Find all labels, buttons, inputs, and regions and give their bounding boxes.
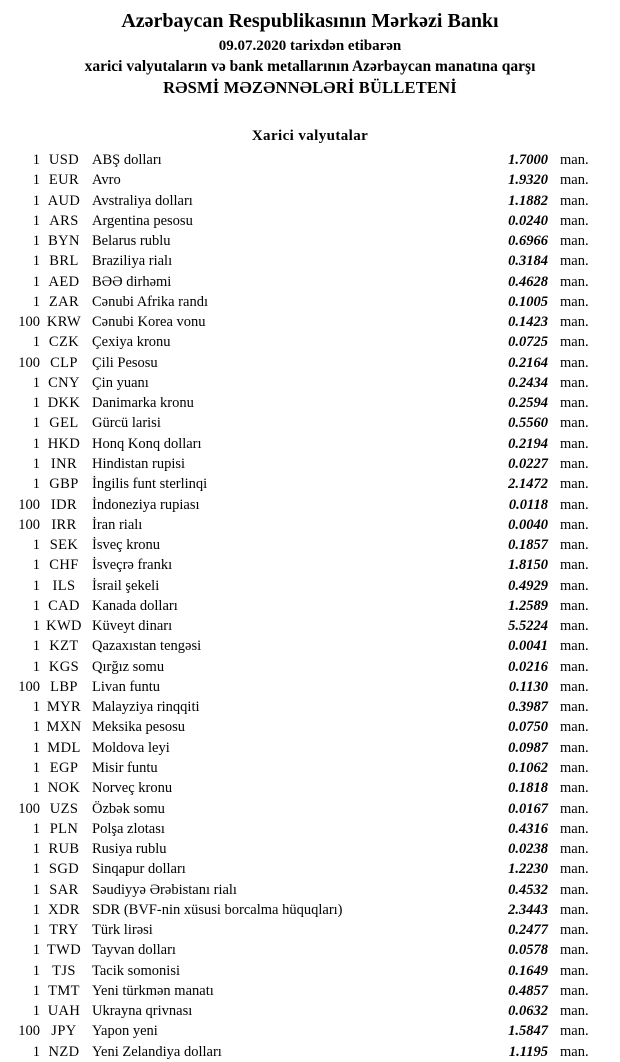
currency-unit: man. <box>560 354 589 371</box>
currency-code: KRW <box>46 314 82 331</box>
currency-rate: 1.9320 <box>508 172 548 189</box>
currency-quantity: 1 <box>32 192 40 209</box>
currency-quantity: 1 <box>32 395 40 412</box>
currency-unit: man. <box>560 233 589 250</box>
currency-unit: man. <box>560 658 589 675</box>
currency-rate: 0.1649 <box>508 962 548 979</box>
bulletin-header <box>0 0 620 99</box>
currency-quantity: 1 <box>32 1003 40 1020</box>
currency-code: UZS <box>49 800 79 817</box>
currency-name: İsveç kronu <box>92 537 161 554</box>
currency-quantity: 1 <box>32 273 40 290</box>
currency-code: ARS <box>49 212 79 229</box>
bank-title: Azərbaycan Respublikasının Mərkəzi Bankı <box>121 10 499 32</box>
currency-code: TJS <box>52 962 76 979</box>
currency-rate: 0.6966 <box>508 233 548 250</box>
table-row <box>0 495 620 515</box>
currency-code: RUB <box>48 841 80 858</box>
currency-name: Hindistan rupisi <box>92 455 186 472</box>
currency-quantity: 1 <box>32 253 40 270</box>
currency-rate: 0.2164 <box>508 354 548 371</box>
currency-rate: 0.4316 <box>508 820 548 837</box>
table-row <box>0 940 620 960</box>
currency-rate: 0.1130 <box>508 678 548 695</box>
table-row <box>0 596 620 616</box>
currency-name: Qırğız somu <box>92 658 165 675</box>
currency-quantity: 1 <box>32 841 40 858</box>
table-row <box>0 636 620 656</box>
currency-quantity: 100 <box>18 516 40 533</box>
currency-code: LBP <box>50 678 78 695</box>
currency-rate: 0.0750 <box>508 719 548 736</box>
currency-code: USD <box>48 152 80 168</box>
currency-quantity: 1 <box>32 435 40 452</box>
currency-rate: 0.3987 <box>508 699 548 716</box>
currency-code: HKD <box>47 435 81 452</box>
table-row <box>0 191 620 211</box>
currency-quantity: 100 <box>18 678 40 695</box>
currency-unit: man. <box>560 496 589 513</box>
currency-code: GEL <box>49 415 79 432</box>
currency-unit: man. <box>560 374 589 391</box>
currency-quantity: 1 <box>32 577 40 594</box>
currency-code: BYN <box>48 233 80 250</box>
currency-unit: man. <box>560 314 589 331</box>
table-row <box>0 474 620 494</box>
currency-unit: man. <box>560 901 589 918</box>
currency-rate: 0.5560 <box>508 415 548 432</box>
currency-unit: man. <box>560 537 589 554</box>
currency-code: TMT <box>48 982 80 999</box>
currency-name: Yeni türkmən manatı <box>92 982 214 999</box>
currency-code: ILS <box>52 577 76 594</box>
currency-quantity: 1 <box>32 1043 40 1060</box>
currency-rate: 0.4628 <box>508 273 548 290</box>
currency-code: KGS <box>48 658 80 675</box>
currency-unit: man. <box>560 152 589 168</box>
currency-code: MXN <box>46 719 82 736</box>
currency-quantity: 1 <box>32 293 40 310</box>
currency-quantity: 100 <box>18 354 40 371</box>
currency-unit: man. <box>560 557 589 574</box>
table-row <box>0 616 620 636</box>
table-row <box>0 1001 620 1021</box>
currency-unit: man. <box>560 719 589 736</box>
table-row <box>0 859 620 879</box>
currency-unit: man. <box>560 334 589 351</box>
currency-quantity: 1 <box>32 982 40 999</box>
currency-unit: man. <box>560 922 589 939</box>
currency-name: Braziliya rialı <box>92 253 173 270</box>
currency-name: Danimarka kronu <box>92 395 194 412</box>
table-row <box>0 880 620 900</box>
currency-quantity: 1 <box>32 334 40 351</box>
currency-quantity: 100 <box>18 314 40 331</box>
currency-quantity: 1 <box>32 638 40 655</box>
table-row <box>0 413 620 433</box>
currency-unit: man. <box>560 273 589 290</box>
currency-unit: man. <box>560 780 589 797</box>
currency-name: SDR (BVF-nin xüsusi borcalma hüquqları) <box>92 901 343 918</box>
currency-quantity: 100 <box>18 1023 40 1040</box>
currency-unit: man. <box>560 253 589 270</box>
bulletin-title: RƏSMİ MƏZƏNNƏLƏRİ BÜLLETENİ <box>163 78 457 97</box>
currency-quantity: 1 <box>32 820 40 837</box>
currency-unit: man. <box>560 759 589 776</box>
table-row <box>0 981 620 1001</box>
currency-unit: man. <box>560 881 589 898</box>
currency-name: Moldova leyi <box>92 739 170 756</box>
currency-unit: man. <box>560 638 589 655</box>
currency-unit: man. <box>560 982 589 999</box>
currency-rate: 0.0118 <box>508 496 548 513</box>
currency-code: EUR <box>48 172 80 189</box>
currency-name: Çexiya kronu <box>92 334 171 351</box>
currency-rate: 1.8150 <box>508 557 548 574</box>
currency-code: NOK <box>47 780 81 797</box>
currency-rate: 0.1423 <box>508 314 548 331</box>
currency-quantity: 1 <box>32 172 40 189</box>
currency-name: BƏƏ dirhəmi <box>92 273 172 290</box>
currency-code: PLN <box>49 820 79 837</box>
bulletin-scope: xarici valyutaların və bank metallarının Azərbaycan manatına qarşı <box>84 58 536 75</box>
currency-code: BRL <box>49 253 79 270</box>
currency-name: Livan funtu <box>92 678 161 695</box>
currency-rate: 1.7000 <box>508 152 548 168</box>
table-row <box>0 677 620 697</box>
table-row <box>0 434 620 454</box>
currency-name: Belarus rublu <box>92 233 171 250</box>
table-row <box>0 778 620 798</box>
currency-quantity: 1 <box>32 962 40 979</box>
currency-code: MYR <box>46 699 82 716</box>
currency-rate: 0.1818 <box>508 780 548 797</box>
currency-unit: man. <box>560 942 589 959</box>
table-row <box>0 292 620 312</box>
currency-name: Yapon yeni <box>92 1023 158 1040</box>
currency-unit: man. <box>560 435 589 452</box>
currency-quantity: 1 <box>32 597 40 614</box>
table-row <box>0 373 620 393</box>
effective-date: 09.07.2020 tarixdən etibarən <box>218 38 402 54</box>
currency-rate: 0.0578 <box>508 942 548 959</box>
currency-name: Kanada dolları <box>92 597 178 614</box>
currency-code: NZD <box>48 1043 80 1060</box>
currency-rate: 0.1005 <box>508 293 548 310</box>
currency-code: IRR <box>51 516 77 533</box>
currency-name: İsrail şekeli <box>92 577 160 594</box>
currency-unit: man. <box>560 800 589 817</box>
currency-quantity: 1 <box>32 618 40 635</box>
currency-code: CAD <box>48 597 80 614</box>
currency-rate: 0.2477 <box>508 922 548 939</box>
currency-rate: 1.2230 <box>508 861 548 878</box>
currency-unit: man. <box>560 476 589 493</box>
currency-name: Norveç kronu <box>92 780 173 797</box>
currency-rate: 0.0632 <box>508 1003 548 1020</box>
currency-code: CLP <box>50 354 78 371</box>
table-row <box>0 576 620 596</box>
currency-rate: 0.2594 <box>508 395 548 412</box>
currency-rate: 0.0167 <box>508 800 548 817</box>
currency-rate: 0.2434 <box>508 374 548 391</box>
currency-name: Honq Konq dolları <box>92 435 202 452</box>
currency-rate: 0.2194 <box>508 435 548 452</box>
currency-unit: man. <box>560 618 589 635</box>
currency-name: Küveyt dinarı <box>92 618 173 635</box>
currency-code: EGP <box>49 759 79 776</box>
currency-quantity: 1 <box>32 233 40 250</box>
table-row <box>0 758 620 778</box>
currency-unit: man. <box>560 1003 589 1020</box>
currency-rate: 0.0041 <box>508 638 548 655</box>
table-row <box>0 211 620 231</box>
currency-quantity: 1 <box>32 455 40 472</box>
currency-rate: 0.0240 <box>508 212 548 229</box>
currency-quantity: 1 <box>32 780 40 797</box>
currency-code: IDR <box>50 496 78 513</box>
currency-name: İsveçrə frankı <box>92 557 173 574</box>
currency-name: Çin yuanı <box>92 374 149 391</box>
currency-quantity: 1 <box>32 922 40 939</box>
currency-rate: 0.0227 <box>508 455 548 472</box>
currency-rate: 2.3443 <box>508 901 548 918</box>
currency-code: MDL <box>47 739 81 756</box>
table-row <box>0 839 620 859</box>
currency-code: CNY <box>48 374 80 391</box>
table-row <box>0 961 620 981</box>
currency-name: Türk lirəsi <box>92 922 153 939</box>
currency-code: CHF <box>49 557 79 574</box>
table-row <box>0 515 620 535</box>
currency-unit: man. <box>560 192 589 209</box>
currency-name: Malayziya rinqqiti <box>92 699 200 716</box>
currency-code: AUD <box>47 192 81 209</box>
currency-unit: man. <box>560 395 589 412</box>
currency-name: Rusiya rublu <box>92 841 167 858</box>
currency-rate: 0.4929 <box>508 577 548 594</box>
currency-code: KWD <box>46 618 82 635</box>
currency-rate: 2.1472 <box>508 476 548 493</box>
currency-code: AED <box>48 273 80 290</box>
currency-name: Gürcü larisi <box>92 415 161 432</box>
table-row <box>0 555 620 575</box>
currency-name: Ukrayna qrivnası <box>92 1003 193 1020</box>
currency-quantity: 1 <box>32 557 40 574</box>
table-row <box>0 900 620 920</box>
currency-name: Özbək somu <box>92 800 165 817</box>
currency-name: Qazaxıstan tengəsi <box>92 638 202 655</box>
currency-code: TRY <box>49 922 79 939</box>
currency-unit: man. <box>560 841 589 858</box>
currency-quantity: 1 <box>32 719 40 736</box>
table-row <box>0 799 620 819</box>
currency-unit: man. <box>560 1023 589 1040</box>
currency-unit: man. <box>560 699 589 716</box>
currency-unit: man. <box>560 597 589 614</box>
table-row <box>0 393 620 413</box>
currency-name: İngilis funt sterlinqi <box>92 476 208 493</box>
section-title-foreign-currencies: Xarici valyutalar <box>251 128 369 144</box>
currency-rate: 1.2589 <box>508 597 548 614</box>
currency-rate: 0.1857 <box>508 537 548 554</box>
currency-quantity: 1 <box>32 759 40 776</box>
currency-unit: man. <box>560 172 589 189</box>
rates-table <box>0 150 620 1062</box>
table-row <box>0 657 620 677</box>
currency-quantity: 1 <box>32 699 40 716</box>
table-row <box>0 272 620 292</box>
currency-unit: man. <box>560 820 589 837</box>
currency-name: İndoneziya rupiası <box>92 496 200 513</box>
currency-code: CZK <box>48 334 80 351</box>
table-row <box>0 738 620 758</box>
currency-quantity: 1 <box>32 861 40 878</box>
table-row <box>0 251 620 271</box>
currency-rate: 5.5224 <box>508 618 548 635</box>
currency-name: İran rialı <box>92 516 143 533</box>
currency-code: SEK <box>49 537 79 554</box>
currency-unit: man. <box>560 455 589 472</box>
currency-name: Avro <box>92 172 121 189</box>
currency-rate: 0.0725 <box>508 334 548 351</box>
table-row <box>0 312 620 332</box>
currency-code: TWD <box>46 942 82 959</box>
table-row <box>0 535 620 555</box>
currency-rate: 0.0987 <box>508 739 548 756</box>
currency-rate: 0.0040 <box>508 516 548 533</box>
currency-quantity: 100 <box>18 496 40 513</box>
currency-unit: man. <box>560 962 589 979</box>
currency-rate: 0.1062 <box>508 759 548 776</box>
currency-code: SAR <box>49 881 79 898</box>
currency-rate: 0.4532 <box>508 881 548 898</box>
currency-rate: 0.4857 <box>508 982 548 999</box>
currency-quantity: 1 <box>32 658 40 675</box>
currency-quantity: 1 <box>32 739 40 756</box>
table-row <box>0 819 620 839</box>
currency-code: DKK <box>47 395 81 412</box>
currency-name: Tayvan dolları <box>92 942 176 959</box>
currency-name: Cənubi Korea vonu <box>92 314 206 331</box>
currency-name: ABŞ dolları <box>92 152 162 168</box>
currency-rate: 1.1195 <box>508 1043 548 1060</box>
currency-name: Sinqapur dolları <box>92 861 186 878</box>
currency-quantity: 1 <box>32 942 40 959</box>
currency-quantity: 1 <box>32 476 40 493</box>
currency-code: UAH <box>47 1003 81 1020</box>
currency-name: Tacik somonisi <box>92 962 180 979</box>
currency-code: GBP <box>49 476 79 493</box>
table-row <box>0 1042 620 1062</box>
currency-name: Meksika pesosu <box>92 719 186 736</box>
currency-quantity: 1 <box>32 415 40 432</box>
currency-name: Avstraliya dolları <box>92 192 193 209</box>
currency-quantity: 1 <box>32 881 40 898</box>
currency-quantity: 1 <box>32 212 40 229</box>
currency-quantity: 1 <box>32 152 40 168</box>
table-row <box>0 353 620 373</box>
table-row <box>0 231 620 251</box>
currency-unit: man. <box>560 293 589 310</box>
table-row <box>0 717 620 737</box>
currency-unit: man. <box>560 678 589 695</box>
table-row <box>0 1021 620 1041</box>
table-row <box>0 920 620 940</box>
currency-quantity: 1 <box>32 374 40 391</box>
currency-quantity: 1 <box>32 901 40 918</box>
currency-name: Polşa zlotası <box>92 820 165 837</box>
currency-name: Cənubi Afrika randı <box>92 293 208 310</box>
currency-quantity: 100 <box>18 800 40 817</box>
currency-unit: man. <box>560 861 589 878</box>
currency-unit: man. <box>560 516 589 533</box>
currency-code: XDR <box>48 901 80 918</box>
currency-name: Səudiyyə Ərəbistanı rialı <box>92 881 237 898</box>
currency-unit: man. <box>560 1043 589 1060</box>
table-row <box>0 332 620 352</box>
currency-rate: 1.5847 <box>508 1023 548 1040</box>
currency-rate: 0.3184 <box>508 253 548 270</box>
currency-rate: 0.0238 <box>508 841 548 858</box>
currency-unit: man. <box>560 739 589 756</box>
currency-code: KZT <box>49 638 79 655</box>
currency-quantity: 1 <box>32 537 40 554</box>
currency-rate: 0.0216 <box>508 658 548 675</box>
currency-code: SGD <box>48 861 80 878</box>
table-row <box>0 697 620 717</box>
currency-name: Argentina pesosu <box>92 212 193 229</box>
currency-name: Yeni Zelandiya dolları <box>92 1043 222 1060</box>
table-row <box>0 170 620 190</box>
currency-rate: 1.1882 <box>508 192 548 209</box>
table-row <box>0 150 620 170</box>
currency-code: INR <box>50 455 78 472</box>
currency-unit: man. <box>560 212 589 229</box>
currency-unit: man. <box>560 577 589 594</box>
table-row <box>0 454 620 474</box>
currency-unit: man. <box>560 415 589 432</box>
currency-name: Misir funtu <box>92 759 158 776</box>
currency-code: JPY <box>51 1023 77 1040</box>
currency-name: Çili Pesosu <box>92 354 158 371</box>
currency-code: ZAR <box>48 293 80 310</box>
